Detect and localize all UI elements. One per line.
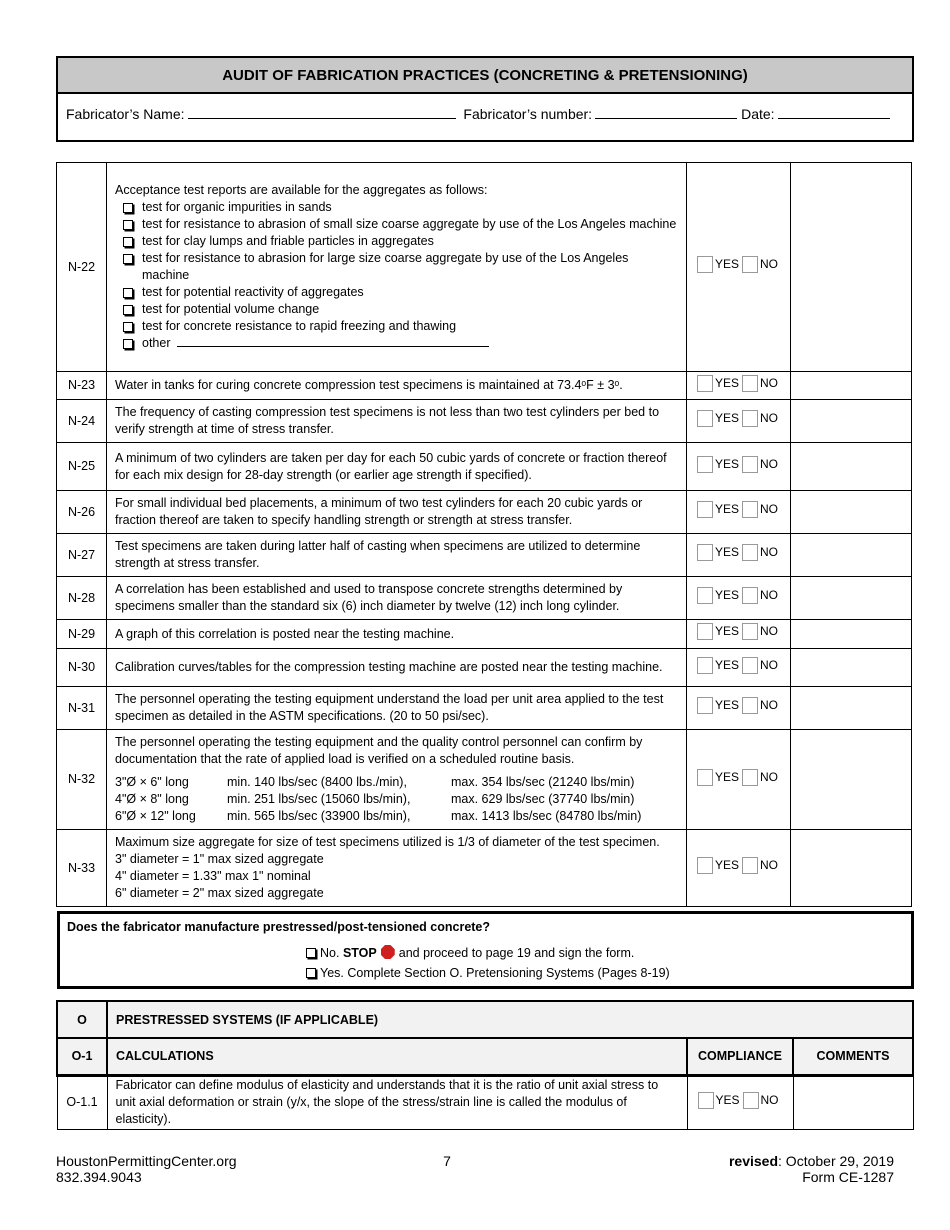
checkbox-icon[interactable] <box>123 322 133 332</box>
table-row <box>57 730 912 830</box>
item-id: N-30 <box>57 649 107 687</box>
n22-intro: Acceptance test reports are available for the aggregates as follows: <box>115 183 488 197</box>
yes-no-cell: YES NO <box>687 372 791 400</box>
fabricator-name-field[interactable] <box>188 105 456 119</box>
checkbox-icon[interactable] <box>306 948 316 958</box>
footer-phone: 832.394.9043 <box>56 1169 142 1185</box>
no-checkbox[interactable] <box>742 623 758 640</box>
checklist-item[interactable]: test for concrete resistance to rapid freezing and thawing <box>115 318 678 335</box>
checkbox-icon[interactable] <box>123 288 133 298</box>
no-checkbox[interactable] <box>742 587 758 604</box>
checklist-item[interactable]: test for clay lumps and friable particles in aggregates <box>115 233 678 250</box>
yes-no-cell: YES NO <box>687 620 791 649</box>
checkbox-icon[interactable] <box>123 305 133 315</box>
item-text: A minimum of two cylinders are taken per day for each 50 cubic yards of concrete or fraction thereof for each mix design for 28-day strength (or earlier age strength if specified). <box>107 443 687 491</box>
comments-cell[interactable] <box>793 1075 913 1129</box>
fabricator-name-label: Fabricator’s Name: <box>66 106 185 122</box>
yes-checkbox[interactable] <box>697 544 713 561</box>
fabricator-number-field[interactable] <box>595 105 737 119</box>
comments-cell[interactable] <box>791 830 912 907</box>
item-text: Calibration curves/tables for the compression testing machine are posted near the testing machine. <box>107 649 687 687</box>
option-no[interactable]: No. STOP and proceed to page 19 and sign the form. <box>306 945 634 960</box>
no-checkbox[interactable] <box>742 857 758 874</box>
comments-cell[interactable] <box>791 163 912 372</box>
item-id: O-1.1 <box>57 1075 107 1129</box>
no-checkbox[interactable] <box>743 1092 759 1109</box>
yes-no-cell: YES NO <box>687 649 791 687</box>
yes-no-cell: YES NO <box>687 687 791 730</box>
item-text: A correlation has been established and used to transpose concrete strengths determined by specimens smaller than the standard six (6) inch diameter by twelve (12) inch long cylinder. <box>107 577 687 620</box>
yes-checkbox[interactable] <box>697 623 713 640</box>
revised-label: revised <box>728 1153 779 1169</box>
no-checkbox[interactable] <box>742 256 758 273</box>
yes-no-cell: YES NO <box>687 443 791 491</box>
date-label: Date: <box>741 106 775 122</box>
comments-cell[interactable] <box>791 730 912 830</box>
subsection-header-row <box>57 1038 913 1075</box>
yes-no-cell: YES NO <box>687 163 791 372</box>
yes-checkbox[interactable] <box>697 697 713 714</box>
yes-no-cell: YES NO <box>687 534 791 577</box>
checklist-item[interactable]: test for resistance to abrasion of small size coarse aggregate by use of the Los Angeles machine <box>115 216 678 233</box>
item-id: N-33 <box>57 830 107 907</box>
compliance-header: COMPLIANCE <box>687 1038 793 1075</box>
form-title: AUDIT OF FABRICATION PRACTICES (CONCRETING & PRETENSIONING) <box>58 58 912 94</box>
yes-checkbox[interactable] <box>697 657 713 674</box>
no-checkbox[interactable] <box>742 410 758 427</box>
footer-website: HoustonPermittingCenter.org <box>56 1153 237 1169</box>
load-rate-table <box>115 774 678 825</box>
item-id: N-28 <box>57 577 107 620</box>
yes-checkbox[interactable] <box>697 501 713 518</box>
item-text: The personnel operating the testing equipment understand the load per unit area applied to the test specimen as detailed in the ASTM specifications. (20 to 50 psi/sec). <box>107 687 687 730</box>
item-text: Test specimens are taken during latter half of casting when specimens are utilized to determine strength at stress transfer. <box>107 534 687 577</box>
checklist-item[interactable]: test for potential volume change <box>115 301 678 318</box>
item-text: Water in tanks for curing concrete compression test specimens is maintained at 73.4ᵒF ± 3ᵒ. <box>107 372 687 400</box>
prestressed-question-box <box>57 911 914 989</box>
table-row <box>57 687 912 730</box>
item-text: The personnel operating the testing equipment and the quality control personnel can confirm by documentation that the rate of applied load is verified on a scheduled routine basis. 3"Ø × 6" long min. 140 lbs/sec (8400 lbs./min), max. 354 lbs/sec (21240 lbs/min) 4"Ø × 8" long min. 251 lbs/sec (15060 lbs/min), max. 629 lbs/sec (37740 lbs/min) 6"Ø × 12" long min. 565 lbs/sec (33900 lbs/min), max. 1413 lbs/sec (84780 lbs/min) <box>107 730 687 830</box>
comments-cell[interactable] <box>791 372 912 400</box>
section-title: PRESTRESSED SYSTEMS (IF APPLICABLE) <box>107 1001 913 1038</box>
no-checkbox[interactable] <box>742 456 758 473</box>
fabricator-number-label: Fabricator’s number: <box>463 106 593 122</box>
yes-checkbox[interactable] <box>697 256 713 273</box>
item-id: N-31 <box>57 687 107 730</box>
yes-checkbox[interactable] <box>697 857 713 874</box>
option-yes[interactable]: Yes. Complete Section O. Pretensioning Systems (Pages 8-19) <box>306 966 670 980</box>
checkbox-icon[interactable] <box>123 254 133 264</box>
comments-cell[interactable] <box>791 400 912 443</box>
yes-checkbox[interactable] <box>698 1092 714 1109</box>
no-checkbox[interactable] <box>742 375 758 392</box>
section-id: O <box>57 1001 107 1038</box>
yes-checkbox[interactable] <box>697 587 713 604</box>
subsection-title: CALCULATIONS <box>107 1038 687 1075</box>
header-fields <box>58 94 912 140</box>
item-id: N-29 <box>57 620 107 649</box>
table-row <box>57 534 912 577</box>
n22-checklist <box>115 199 678 352</box>
revised-date: : October 29, 2019 <box>778 1153 894 1169</box>
checklist-item[interactable]: test for resistance to abrasion for large size coarse aggregate by use of the Los Angeles machine <box>115 250 678 284</box>
page-number: 7 <box>443 1153 451 1169</box>
no-checkbox[interactable] <box>742 501 758 518</box>
yes-no-cell: YES NO <box>687 830 791 907</box>
yes-no-cell: YES NO <box>687 491 791 534</box>
checkbox-icon[interactable] <box>123 237 133 247</box>
item-text: Fabricator can define modulus of elasticity and understands that it is the ratio of unit axial stress to unit axial deformation or strain (y/x, the slope of the stress/strain line is called the modulus of elasticity). <box>107 1075 687 1129</box>
comments-cell[interactable] <box>791 534 912 577</box>
subsection-id: O-1 <box>57 1038 107 1075</box>
form-number: Form CE-1287 <box>802 1169 894 1185</box>
table-row <box>57 577 912 620</box>
audit-items-table <box>56 162 912 907</box>
table-row <box>57 163 912 372</box>
checkbox-icon[interactable] <box>123 203 133 213</box>
table-row <box>57 443 912 491</box>
checklist-item[interactable]: test for potential reactivity of aggregates <box>115 284 678 301</box>
other-field[interactable] <box>177 335 489 347</box>
no-checkbox[interactable] <box>742 697 758 714</box>
item-id: N-25 <box>57 443 107 491</box>
item-text: For small individual bed placements, a minimum of two test cylinders for each 20 cubic yards or fraction thereof are taken to specify handling strength or strength at stress transfer. <box>107 491 687 534</box>
section-header-row <box>57 1001 913 1038</box>
yes-checkbox[interactable] <box>697 456 713 473</box>
load-rate-row: 4"Ø × 8" long min. 251 lbs/sec (15060 lbs/min), max. 629 lbs/sec (37740 lbs/min) <box>115 792 635 806</box>
item-text: A graph of this correlation is posted near the testing machine. <box>107 620 687 649</box>
item-id: N-32 <box>57 730 107 830</box>
yes-checkbox[interactable] <box>697 410 713 427</box>
form-header <box>56 56 914 142</box>
no-checkbox[interactable] <box>742 657 758 674</box>
comments-cell[interactable] <box>791 491 912 534</box>
stop-sign-icon <box>381 945 395 959</box>
question-text: Does the fabricator manufacture prestressed/post-tensioned concrete? <box>67 920 491 934</box>
item-id: N-22 <box>57 163 107 372</box>
checkbox-icon[interactable] <box>306 968 316 978</box>
section-o-table <box>56 1000 914 1130</box>
checklist-item[interactable]: test for organic impurities in sands <box>115 199 678 216</box>
comments-header: COMMENTS <box>793 1038 913 1075</box>
item-text <box>107 163 687 372</box>
footer-right <box>729 1153 894 1185</box>
table-row <box>57 1075 913 1129</box>
checkbox-icon[interactable] <box>123 220 133 230</box>
comments-cell[interactable] <box>791 443 912 491</box>
checkbox-icon[interactable] <box>123 339 133 349</box>
table-row <box>57 400 912 443</box>
load-rate-row: 6"Ø × 12" long min. 565 lbs/sec (33900 lbs/min), max. 1413 lbs/sec (84780 lbs/min) <box>115 809 642 823</box>
item-id: N-27 <box>57 534 107 577</box>
item-id: N-23 <box>57 372 107 400</box>
table-row <box>57 372 912 400</box>
comments-cell[interactable] <box>791 577 912 620</box>
comments-cell[interactable] <box>791 687 912 730</box>
yes-no-cell: YES NO <box>687 400 791 443</box>
yes-checkbox[interactable] <box>697 769 713 786</box>
no-checkbox[interactable] <box>742 769 758 786</box>
item-id: N-26 <box>57 491 107 534</box>
comments-cell[interactable] <box>791 620 912 649</box>
no-checkbox[interactable] <box>742 544 758 561</box>
yes-checkbox[interactable] <box>697 375 713 392</box>
comments-cell[interactable] <box>791 649 912 687</box>
item-id: N-24 <box>57 400 107 443</box>
table-row <box>57 830 912 907</box>
load-rate-row: 3"Ø × 6" long min. 140 lbs/sec (8400 lbs./min), max. 354 lbs/sec (21240 lbs/min) <box>115 775 635 789</box>
yes-no-cell: YES NO <box>687 577 791 620</box>
table-row <box>57 491 912 534</box>
table-row <box>57 649 912 687</box>
date-field[interactable] <box>778 105 890 119</box>
item-text: Maximum size aggregate for size of test specimens utilized is 1/3 of diameter of the test specimen. 3" diameter = 1" max sized aggregate 4" diameter = 1.33" max 1" nominal 6" diameter = 2" max sized aggregate <box>107 830 687 907</box>
table-row <box>57 620 912 649</box>
yes-no-cell: YES NO <box>687 1075 793 1129</box>
yes-no-cell: YES NO <box>687 730 791 830</box>
item-text: The frequency of casting compression test specimens is not less than two test cylinders per bed to verify strength at time of stress transfer. <box>107 400 687 443</box>
checklist-item-other[interactable]: other <box>115 335 678 352</box>
